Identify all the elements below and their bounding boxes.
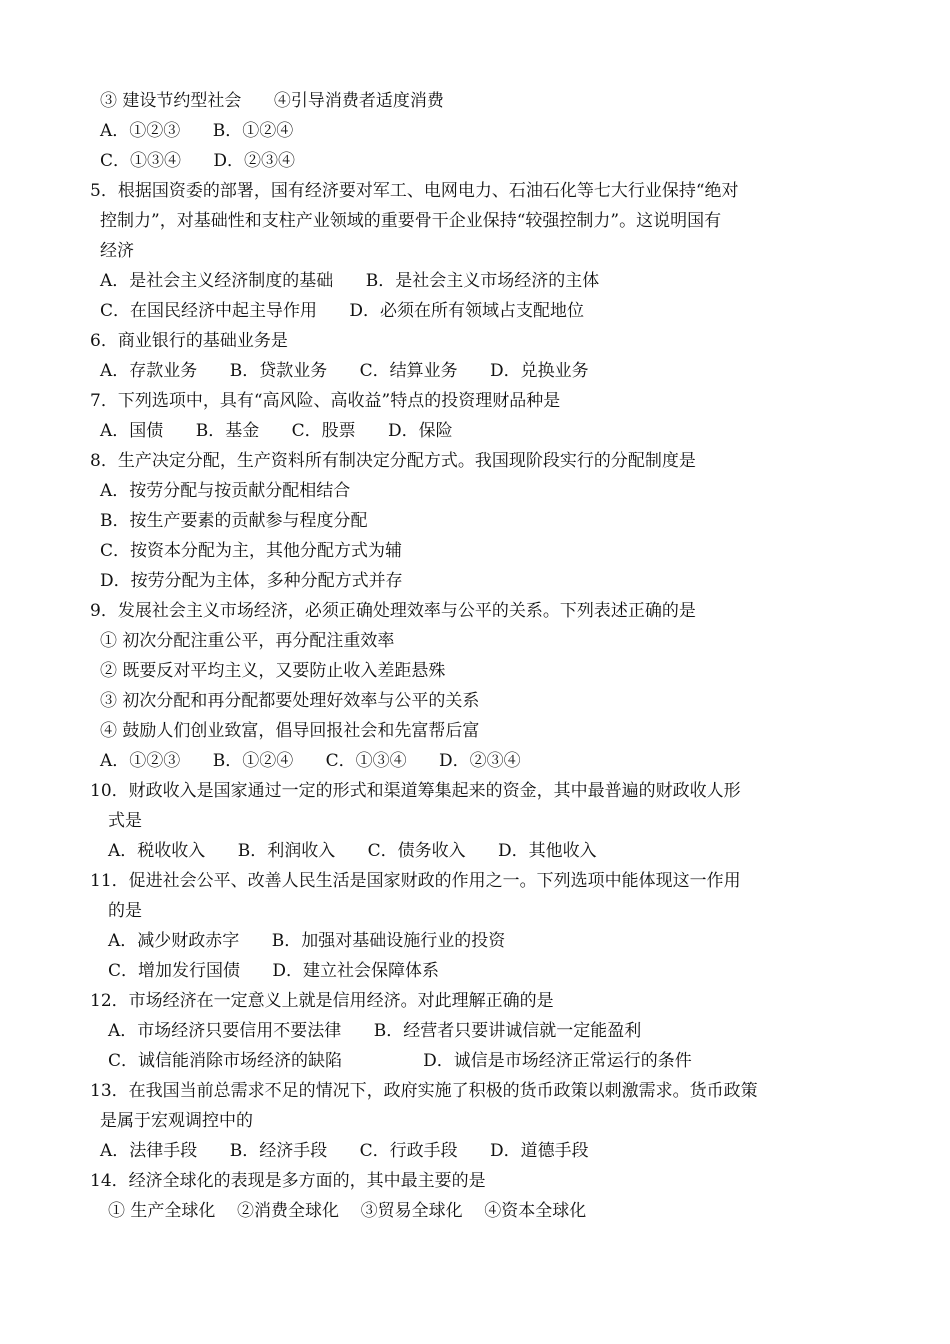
text-line: D．按劳分配为主体，多种分配方式并存: [100, 571, 403, 591]
text-line: 5．根据国资委的部署，国有经济要对军工、电网电力、石油石化等七大行业保持“绝对: [90, 181, 739, 201]
text-line: A．税收收入 B．利润收入 C．债务收入 D．其他收入: [108, 841, 597, 861]
text-line: 13．在我国当前总需求不足的情况下，政府实施了积极的货币政策以刺激需求。货币政策: [90, 1081, 758, 1101]
text-line: A．按劳分配与按贡献分配相结合: [100, 481, 351, 501]
text-line: 的是: [108, 901, 142, 921]
text-line: ① 生产全球化 ②消费全球化 ③贸易全球化 ④资本全球化: [108, 1201, 587, 1221]
text-line: 经济: [100, 241, 134, 261]
text-line: C．增加发行国债 D．建立社会保障体系: [108, 961, 440, 981]
text-line: 控制力”，对基础性和支柱产业领域的重要骨干企业保持“较强控制力”。这说明国有: [100, 211, 722, 231]
text-line: C．按资本分配为主，其他分配方式为辅: [100, 541, 403, 561]
text-line: A．法律手段 B．经济手段 C．行政手段 D．道德手段: [100, 1141, 589, 1161]
text-line: 9．发展社会主义市场经济，必须正确处理效率与公平的关系。下列表述正确的是: [90, 601, 696, 621]
text-line: 7．下列选项中，具有“高风险、高收益”特点的投资理财品种是: [90, 391, 561, 411]
text-line: ③ 初次分配和再分配都要处理好效率与公平的关系: [100, 691, 480, 711]
text-line: C．在国民经济中起主导作用 D．必须在所有领域占支配地位: [100, 301, 585, 321]
text-line: A．国债 B．基金 C．股票 D．保险: [100, 421, 453, 441]
text-line: ① 初次分配注重公平，再分配注重效率: [100, 631, 395, 651]
text-line: A．市场经济只要信用不要法律 B．经营者只要讲诚信就一定能盈利: [108, 1021, 642, 1041]
text-line: ③ 建设节约型社会 ④引导消费者适度消费: [100, 91, 444, 111]
text-line: A．减少财政赤字 B．加强对基础设施行业的投资: [108, 931, 506, 951]
text-line: A．①②③ B．①②④ C．①③④ D．②③④: [100, 751, 521, 771]
text-line: 式是: [108, 811, 142, 831]
text-line: 6．商业银行的基础业务是: [90, 331, 288, 351]
text-line: 11．促进社会公平、改善人民生活是国家财政的作用之一。下列选项中能体现这一作用: [90, 871, 741, 891]
text-line: A．存款业务 B．贷款业务 C．结算业务 D．兑换业务: [100, 361, 589, 381]
text-line: 12．市场经济在一定意义上就是信用经济。对此理解正确的是: [90, 991, 554, 1011]
text-line: 8．生产决定分配，生产资料所有制决定分配方式。我国现阶段实行的分配制度是: [90, 451, 696, 471]
text-line: 14．经济全球化的表现是多方面的，其中最主要的是: [90, 1171, 486, 1191]
text-line: A．①②③ B．①②④: [100, 121, 294, 141]
text-line: ② 既要反对平均主义，又要防止收入差距悬殊: [100, 661, 446, 681]
exam-page: [0, 86, 950, 1226]
text-line: 10．财政收入是国家通过一定的形式和渠道筹集起来的资金，其中最普遍的财政收人形: [90, 781, 741, 801]
text-line: A．是社会主义经济制度的基础 B．是社会主义市场经济的主体: [100, 271, 600, 291]
text-line: B．按生产要素的贡献参与程度分配: [100, 511, 368, 531]
text-line: 是属于宏观调控中的: [100, 1111, 253, 1131]
text-line: C．①③④ D．②③④: [100, 151, 296, 171]
text-line: ④ 鼓励人们创业致富，倡导回报社会和先富帮后富: [100, 721, 480, 741]
text-line: C．诚信能消除市场经济的缺陷 D．诚信是市场经济正常运行的条件: [108, 1051, 692, 1071]
